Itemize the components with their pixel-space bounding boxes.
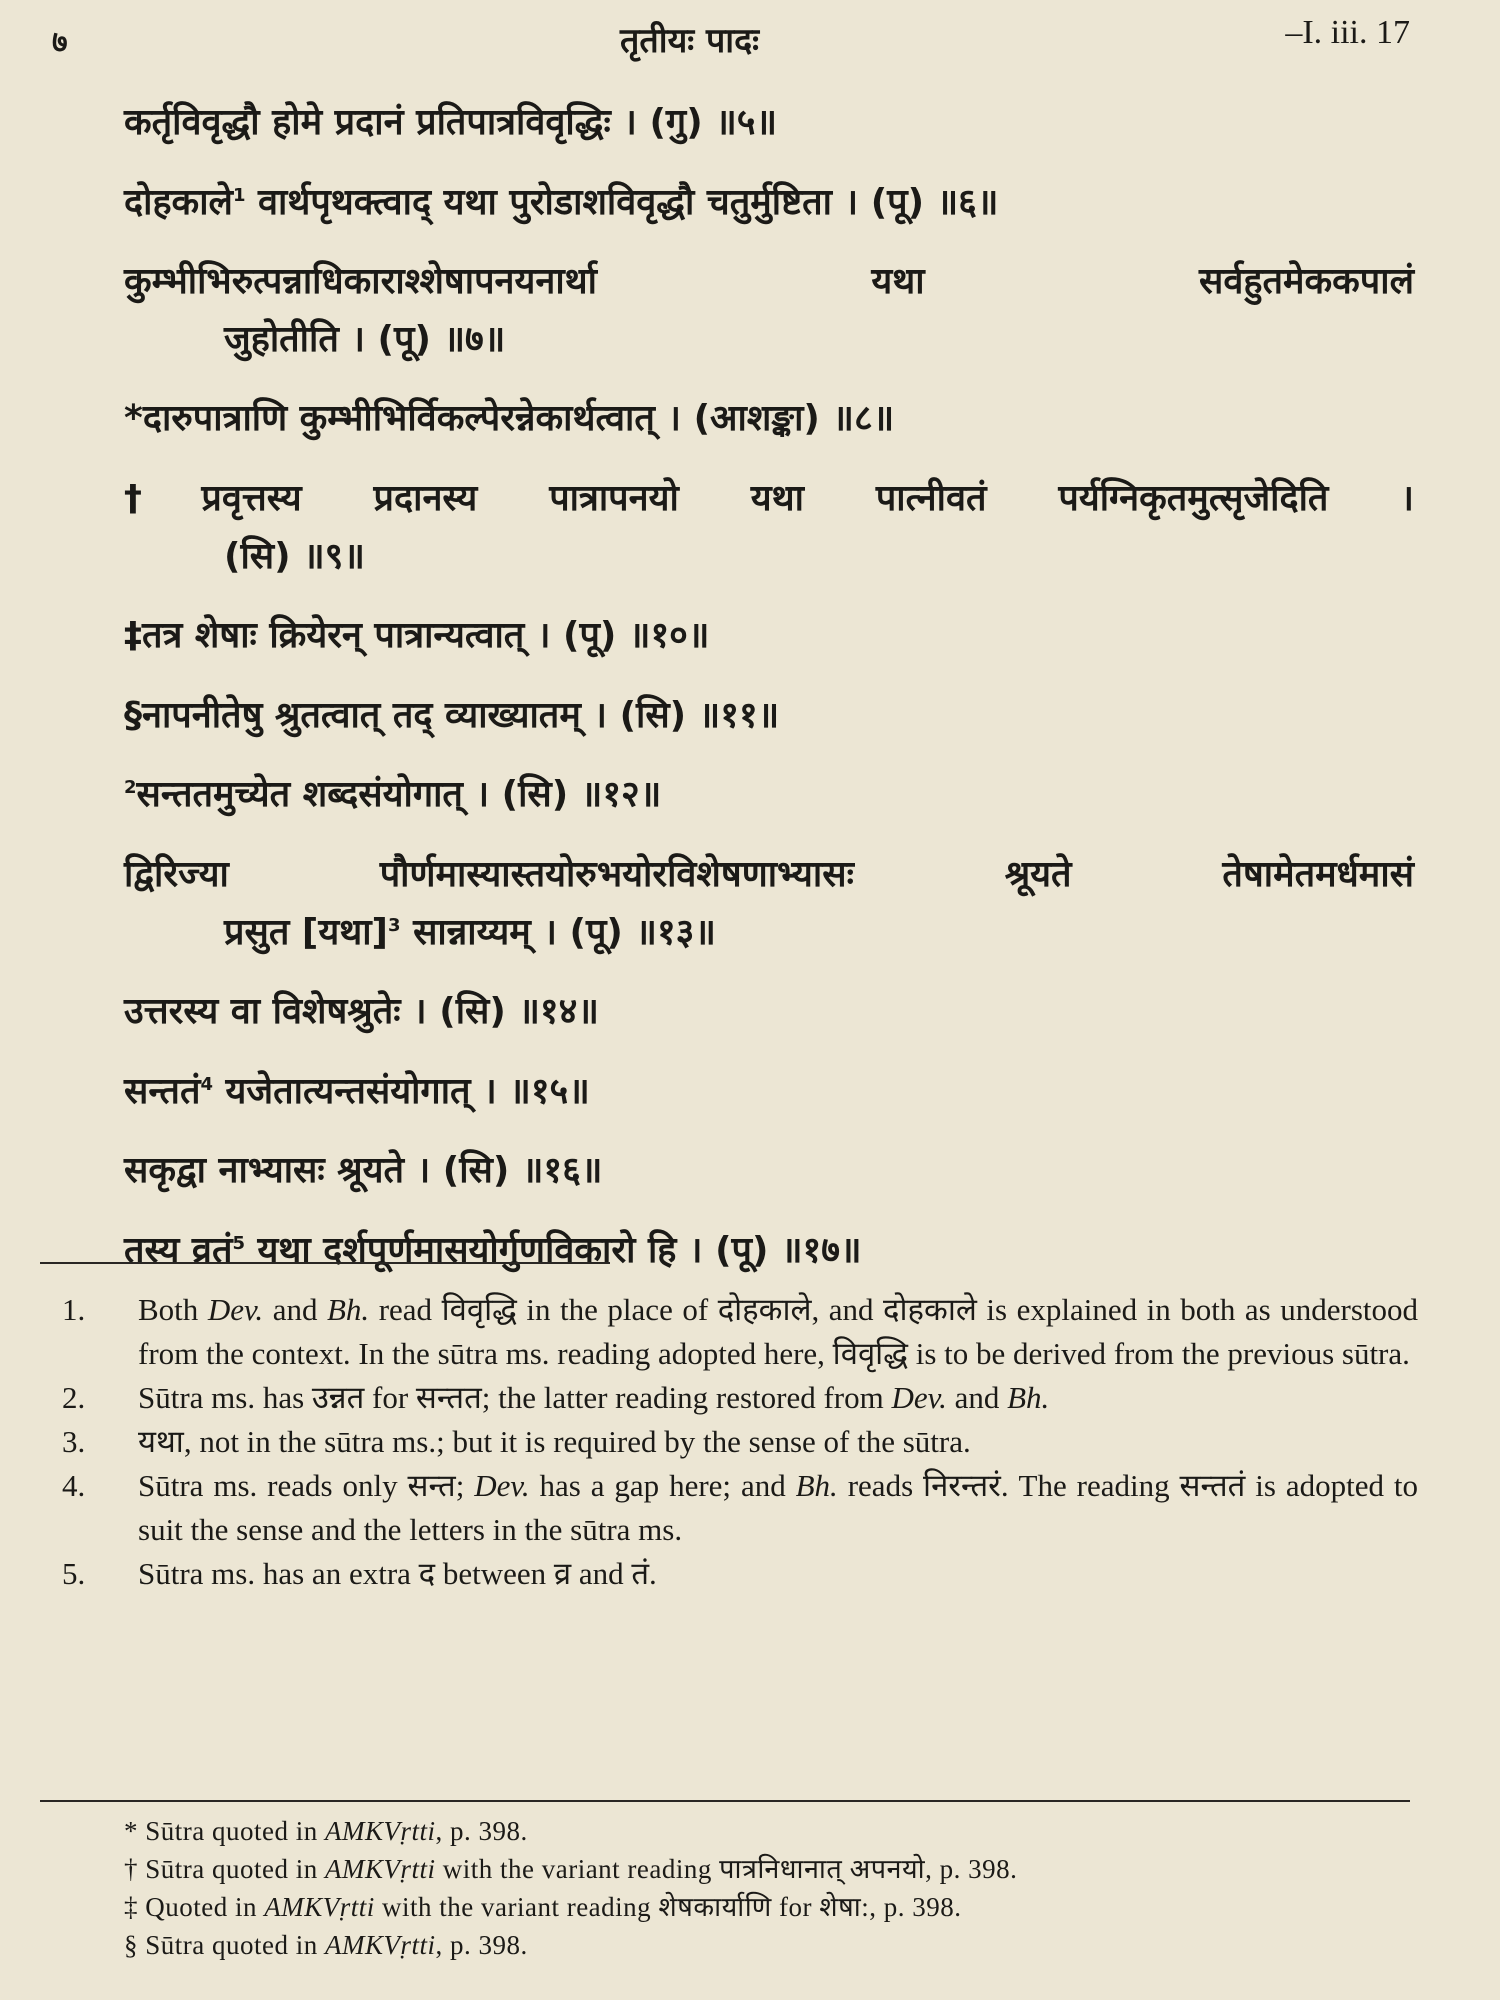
note-abbrev: Bh. <box>795 1468 838 1503</box>
footnote-text: with the variant reading पात्रनिधानात् अपनयो, p. 398. <box>435 1854 1018 1884</box>
page-header <box>0 8 1500 68</box>
footnote-double-dagger <box>124 1888 1414 1926</box>
sutra-text: यजेतात्यन्तसंयोगात् । ॥१५॥ <box>213 1070 590 1112</box>
sutra-text: वार्थपृथक्त्वाद् यथा पुरोडाशविवृद्धौ चतुर्मुष्टिता । (पू) ॥६॥ <box>245 181 999 223</box>
footnote-text: , p. 398. <box>435 1816 528 1846</box>
note-text-part: reads निरन्तरं. The reading सन्ततं is adopted to suit the sense and the letters in the sūtra ms. <box>138 1468 1418 1547</box>
footnote-source: AMKVṛtti <box>324 1816 436 1846</box>
note-text-part: and <box>946 1380 1008 1415</box>
note-number: 2. <box>62 1380 86 1415</box>
sutra-text: तस्य व्रतं <box>124 1229 233 1271</box>
running-head: तृतीयः पादः <box>620 21 760 61</box>
note-4 <box>62 1464 1418 1552</box>
note-text-part: and <box>263 1292 327 1327</box>
section-reference: –I. iii. 17 <box>1285 14 1410 51</box>
footnotes-divider <box>40 1800 1410 1802</box>
footnote-text: § Sūtra quoted in <box>124 1930 325 1960</box>
sutra-text: *दारुपात्राणि कुम्भीभिर्विकल्पेरन्नेकार्थत्वात् । (आशङ्का) ॥८॥ <box>124 398 895 440</box>
sutra-text: सन्ततमुच्येत शब्दसंयोगात् । (सि) ॥१२॥ <box>136 774 662 816</box>
footnote-source: AMKVṛtti <box>324 1930 436 1960</box>
footnote-asterisk <box>124 1812 1414 1850</box>
sutra-text: सन्ततं <box>124 1070 201 1112</box>
sutra-15 <box>124 1063 1414 1121</box>
footnotes <box>124 1812 1414 1964</box>
note-text-part: Sūtra ms. has उन्नत for सन्तत; the latter reading restored from <box>138 1380 892 1415</box>
sutra-8 <box>124 390 1414 448</box>
note-abbrev: Dev. <box>474 1468 530 1503</box>
sutra-text: सान्नाय्यम् । (पू) ॥१३॥ <box>400 911 716 953</box>
textual-notes <box>62 1288 1418 1596</box>
sutra-text-cont <box>124 904 1414 962</box>
footnote-text: † Sūtra quoted in <box>124 1854 325 1884</box>
note-ref: 4 <box>200 1073 213 1095</box>
sutra-text: प्रसुत [यथा] <box>224 911 388 953</box>
note-text-part: read विवृद्धि in the place of दोहकाले, and दोहकाले is explained in both as understood from the context. In the sūtra ms. reading adopted here, विवृद्धि is to be derived from the previous sūtra. <box>138 1292 1419 1371</box>
sutra-text: दोहकाले <box>124 181 233 223</box>
sutra-7 <box>124 253 1414 368</box>
sutra-text: †प्रवृत्तस्य प्रदानस्य पात्रापनयो यथा पात्नीवतं पर्यग्निकृतमुत्सृजेदिति । <box>124 477 1414 519</box>
note-ref: 3 <box>388 914 401 936</box>
note-number: 1. <box>62 1292 86 1327</box>
note-abbrev: Bh. <box>1007 1380 1050 1415</box>
sutra-text: द्विरिज्या पौर्णमास्यास्तयोरुभयोरविशेषणाभ्यासः श्रूयते तेषामेतमर्धमासं <box>124 853 1414 895</box>
note-3 <box>62 1420 1418 1464</box>
sutra-9 <box>124 470 1414 585</box>
footnote-text: ‡ Quoted in <box>124 1892 265 1922</box>
sutra-text-cont: जुहोतीति । (पू) ॥७॥ <box>224 318 506 360</box>
note-text-part: Sūtra ms. has an extra द between व्र and तं. <box>138 1556 657 1591</box>
sutra-text: उत्तरस्य वा विशेषश्रुतेः । (सि) ॥१४॥ <box>124 991 599 1033</box>
sutra-14 <box>124 983 1414 1041</box>
sutra-11 <box>124 687 1414 745</box>
notes-divider <box>40 1262 610 1264</box>
note-abbrev: Bh. <box>327 1292 370 1327</box>
note-abbrev: Dev. <box>207 1292 264 1327</box>
note-1 <box>62 1288 1418 1376</box>
footnote-source: AMKVṛtti <box>324 1854 436 1884</box>
footnote-text: , p. 398. <box>435 1930 528 1960</box>
sutra-text: कुम्भीभिरुत्पन्नाधिकाराश्शेषापनयनार्था यथा सर्वहुतमेककपालं <box>124 261 1414 303</box>
sutra-text: कर्तृविवृद्धौ होमे प्रदानं प्रतिपात्रविवृद्धिः । (गु) ॥५॥ <box>124 102 778 143</box>
note-number: 3. <box>62 1424 86 1459</box>
note-number: 4. <box>62 1468 86 1503</box>
note-number: 5. <box>62 1556 86 1591</box>
sutra-list <box>124 94 1414 1302</box>
note-text-part: Both <box>138 1292 208 1327</box>
note-abbrev: Dev. <box>891 1380 947 1415</box>
note-text-part: Sūtra ms. reads only सन्त; <box>138 1468 475 1503</box>
footnote-section <box>124 1926 1414 1964</box>
note-text-part: यथा, not in the sūtra ms.; but it is required by the sense of the sūtra. <box>138 1424 971 1459</box>
footnote-text: with the variant reading शेषकार्याणि for शेषा:, p. 398. <box>374 1892 962 1922</box>
sutra-16 <box>124 1142 1414 1200</box>
sutra-6 <box>124 174 1414 232</box>
sutra-text: यथा दर्शपूर्णमासयोर्गुणविकारो हि । (पू) ॥१७॥ <box>245 1229 862 1271</box>
note-ref: 2 <box>124 777 137 799</box>
note-text <box>138 1464 1418 1552</box>
note-text <box>138 1288 1418 1376</box>
sutra-text: ‡तत्र शेषाः क्रियेरन् पात्रान्यत्वात् । (पू) ॥१०॥ <box>124 615 710 657</box>
note-text <box>138 1552 1418 1596</box>
footnote-text: * Sūtra quoted in <box>124 1816 325 1846</box>
footnote-source: AMKVṛtti <box>264 1892 375 1922</box>
note-ref: 1 <box>232 184 246 206</box>
note-text <box>138 1376 1418 1420</box>
note-text-part: has a gap here; and <box>529 1468 796 1503</box>
note-5 <box>62 1552 1418 1596</box>
sutra-text-cont: (सि) ॥९॥ <box>224 535 365 577</box>
page-mark: ७ <box>52 25 68 60</box>
sutra-10 <box>124 607 1414 665</box>
sutra-13 <box>124 846 1414 961</box>
sutra-text: §नापनीतेषु श्रुतत्वात् तद् व्याख्यातम् । (सि) ॥११॥ <box>124 694 780 736</box>
sutra-5 <box>124 94 1414 152</box>
sutra-17 <box>124 1222 1414 1280</box>
sutra-text: सकृद्वा नाभ्यासः श्रूयते । (सि) ॥१६॥ <box>124 1150 603 1192</box>
note-ref: 5 <box>232 1232 246 1254</box>
note-2 <box>62 1376 1418 1420</box>
footnote-dagger <box>124 1850 1414 1888</box>
note-text <box>138 1420 1418 1464</box>
sutra-12 <box>124 766 1414 824</box>
